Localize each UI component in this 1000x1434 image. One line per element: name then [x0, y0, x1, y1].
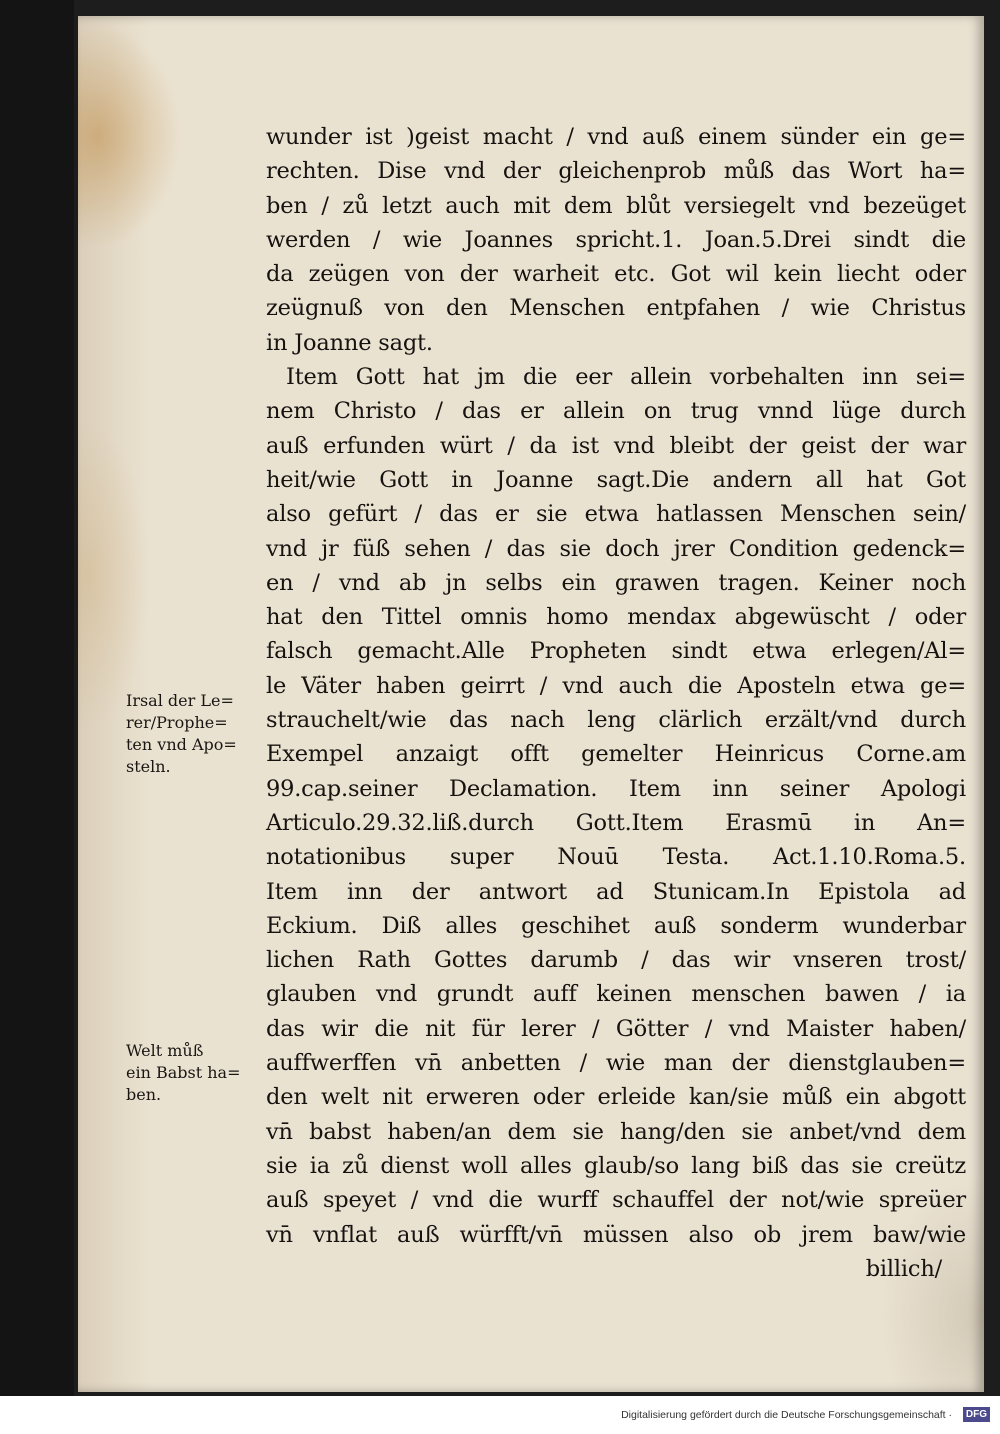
text-line: en / vnd ab jn selbs ein grawen tragen. Keiner noch — [266, 569, 966, 596]
text-line: notationibus super Nouū Testa. Act.1.10.Roma.5. — [266, 844, 966, 871]
text-line: lichen Rath Gottes darumb / das wir vnseren trost/ — [266, 947, 966, 974]
margin-note-line: steln. — [126, 757, 171, 776]
margin-note-world-needs-pope — [126, 1040, 266, 1106]
text-line: auß speyet / vnd die wurff schauffel der not/wie spreüer — [266, 1187, 966, 1214]
footer-bar — [0, 1396, 1000, 1434]
text-line: also gefürt / das er sie etwa hatlassen Menschen sein/ — [266, 501, 966, 528]
text-line: in Joanne sagt. — [266, 329, 433, 356]
margin-note-line: ten vnd Apo= — [126, 735, 237, 754]
text-line: Item Gott hat jm die eer allein vorbehalten inn sei= — [286, 364, 966, 391]
text-line: hat den Tittel omnis homo mendax abgewüscht / oder — [266, 604, 966, 631]
dfg-logo-icon: DFG — [963, 1407, 990, 1422]
text-line: Eckium. Diß alles geschihet auß sonderm wunderbar — [266, 912, 966, 939]
text-line: werden / wie Joannes spricht.1. Joan.5.Drei sindt die — [266, 226, 966, 253]
text-line: Exempel anzaigt offt gemelter Heinricus Corne.am — [266, 741, 966, 768]
text-line: 99.cap.seiner Declamation. Item inn seiner Apologi — [266, 775, 966, 802]
text-line: strauchelt/wie das nach leng clärlich erzält/vnd durch — [266, 707, 966, 734]
text-line: Articulo.29.32.liß.durch Gott.Item Erasmū in An= — [266, 809, 966, 836]
margin-note-error-of-teachers — [126, 690, 266, 778]
text-line: auß erfunden würt / da ist vnd bleibt der geist der war — [266, 432, 966, 459]
text-line: das wir die nit für lerer / Götter / vnd Maister haben/ — [266, 1015, 966, 1042]
margin-note-line: ein Babst ha= — [126, 1063, 241, 1082]
text-line: den welt nit erweren oder erleide kan/sie můß ein abgott — [266, 1084, 966, 1111]
funding-credit: Digitalisierung gefördert durch die Deutsche Forschungsgemeinschaft · — [621, 1409, 952, 1421]
text-line: glauben vnd grundt auff keinen menschen bawen / ia — [266, 981, 966, 1008]
text-line: le Väter haben geirrt / vnd auch die Aposteln etwa ge= — [266, 672, 966, 699]
text-line: vn̄ babst haben/an dem sie hang/den sie anbet/vnd dem — [266, 1118, 966, 1145]
text-line: auffwerffen vn̄ anbetten / wie man der dienstglauben= — [266, 1050, 966, 1077]
margin-note-line: Irsal der Le= — [126, 691, 234, 710]
margin-note-line: ben. — [126, 1085, 162, 1104]
text-line: falsch gemacht.Alle Propheten sindt etwa erlegen/Al= — [266, 638, 966, 665]
text-line: heit/wie Gott in Joanne sagt.Die andern all hat Got — [266, 466, 966, 493]
text-line: da zeügen von der warheit etc. Got wil kein liecht oder — [266, 261, 966, 288]
text-line: ben / zů letzt auch mit dem blůt versiegelt vnd bezeüget — [266, 192, 966, 219]
text-line: nem Christo / das er allein on trug vnnd lüge durch — [266, 398, 966, 425]
margin-note-line: Welt můß — [126, 1041, 204, 1060]
text-line: sie ia zů dienst woll alles glaub/so lang biß das sie creütz — [266, 1152, 966, 1179]
main-text-block — [266, 120, 966, 1286]
text-line: zeügnuß von den Menschen entpfahen / wie Christus — [266, 295, 966, 322]
text-line: Item inn der antwort ad Stunicam.In Epistola ad — [266, 878, 966, 905]
text-line: vn̄ vnflat auß würfft/vn̄ müssen also ob jrem baw/wie — [266, 1221, 966, 1248]
text-line: wunder ist )geist macht / vnd auß einem sünder ein ge= — [266, 124, 966, 150]
catchword-line: billich/ — [865, 1255, 942, 1282]
margin-note-line: rer/Prophe= — [126, 713, 228, 732]
text-line: rechten. Dise vnd der gleichenprob můß das Wort ha= — [266, 158, 966, 185]
text-line: vnd jr füß sehen / das sie doch jrer Condition gedenck= — [266, 535, 966, 562]
